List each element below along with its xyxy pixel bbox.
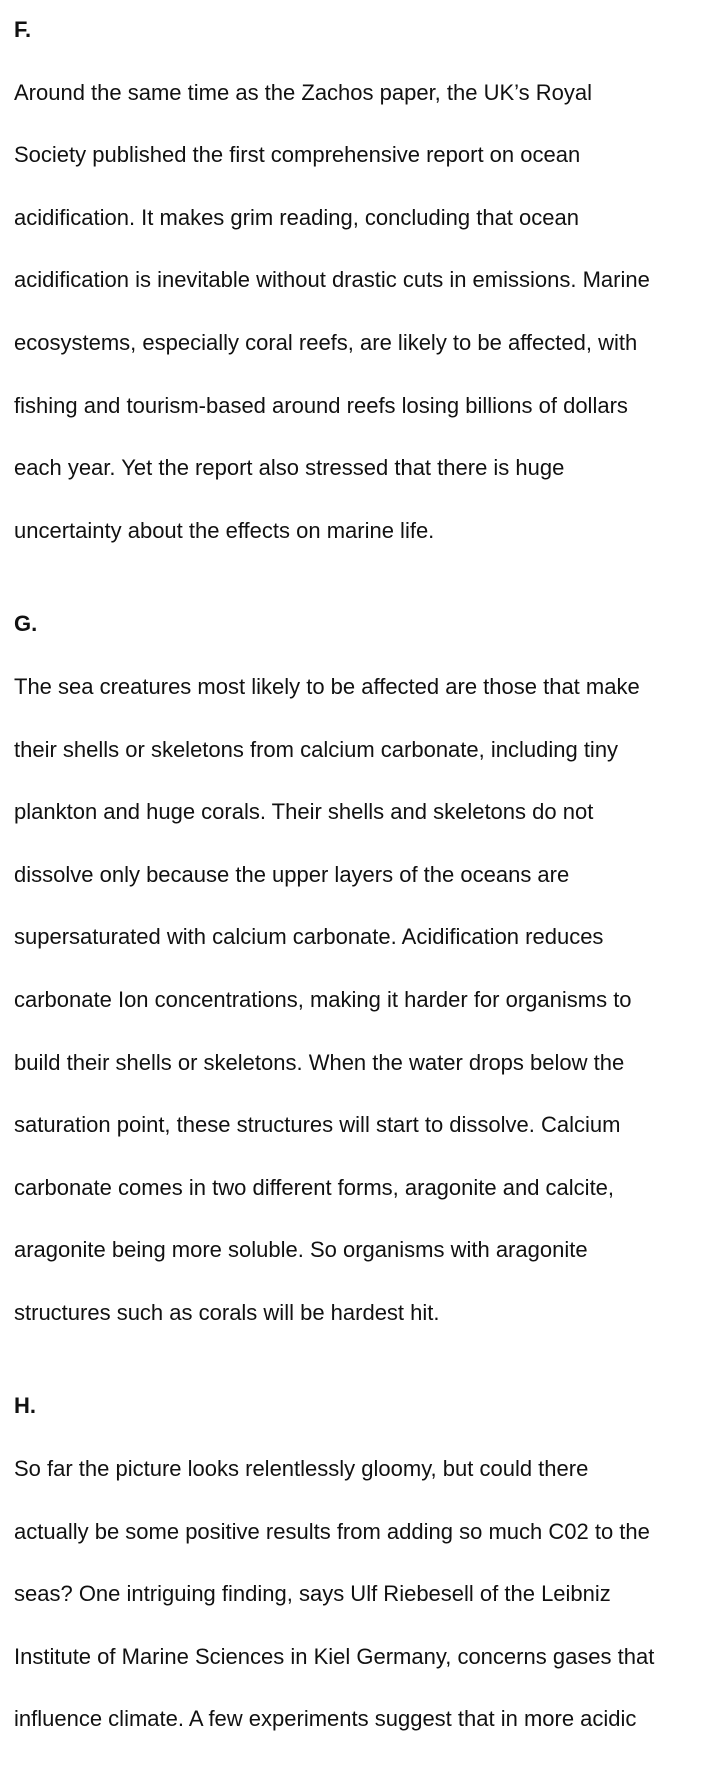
text-line: influence climate. A few experiments suggest that in more acidic	[14, 1706, 637, 1732]
text-line: seas? One intriguing finding, says Ulf Riebesell of the Leibniz	[14, 1581, 611, 1607]
section-heading: H.	[14, 1393, 36, 1419]
section-f	[14, 14, 704, 577]
text-line: dissolve only because the upper layers of the oceans are	[14, 861, 570, 887]
text-line: Society published the first comprehensive report on ocean	[14, 142, 581, 168]
section-g	[14, 608, 704, 1359]
section-heading: F.	[14, 17, 32, 42]
text-line: The sea creatures most likely to be affected are those that make	[14, 673, 640, 699]
text-line: saturation point, these structures will start to dissolve. Calcium	[14, 1112, 621, 1138]
section-paragraph	[14, 640, 704, 1360]
text-line: supersaturated with calcium carbonate. Acidification reduces	[14, 924, 604, 950]
text-line: Institute of Marine Sciences in Kiel Germany, concerns gases that	[14, 1643, 655, 1669]
text-line: So far the picture looks relentlessly gloomy, but could there	[14, 1456, 589, 1482]
section-paragraph	[14, 1422, 704, 1766]
text-line: plankton and huge corals. Their shells and skeletons do not	[14, 799, 594, 825]
section-h	[14, 1390, 704, 1766]
text-line: aragonite being more soluble. So organisms with aragonite	[14, 1237, 588, 1263]
text-line: structures such as corals will be hardest hit.	[14, 1299, 440, 1325]
text-line: fishing and tourism-based around reefs losing billions of dollars	[14, 392, 628, 418]
section-heading: G.	[14, 611, 38, 637]
text-line: carbonate comes in two different forms, aragonite and calcite,	[14, 1174, 615, 1200]
text-line: build their shells or skeletons. When the water drops below the	[14, 1049, 625, 1075]
text-line: ecosystems, especially coral reefs, are likely to be affected, with	[14, 329, 638, 355]
text-line: each year. Yet the report also stressed that there is huge	[14, 455, 565, 481]
text-line: actually be some positive results from adding so much C02 to the	[14, 1518, 650, 1544]
text-line: acidification. It makes grim reading, concluding that ocean	[14, 204, 579, 230]
text-line: their shells or skeletons from calcium carbonate, including tiny	[14, 736, 619, 762]
text-line: carbonate Ion concentrations, making it harder for organisms to	[14, 986, 632, 1012]
text-line: acidification is inevitable without drastic cuts in emissions. Marine	[14, 267, 650, 293]
text-line: uncertainty about the effects on marine life.	[14, 517, 435, 543]
text-line: Around the same time as the Zachos paper, the UK’s Royal	[14, 79, 593, 105]
section-paragraph	[14, 45, 704, 577]
